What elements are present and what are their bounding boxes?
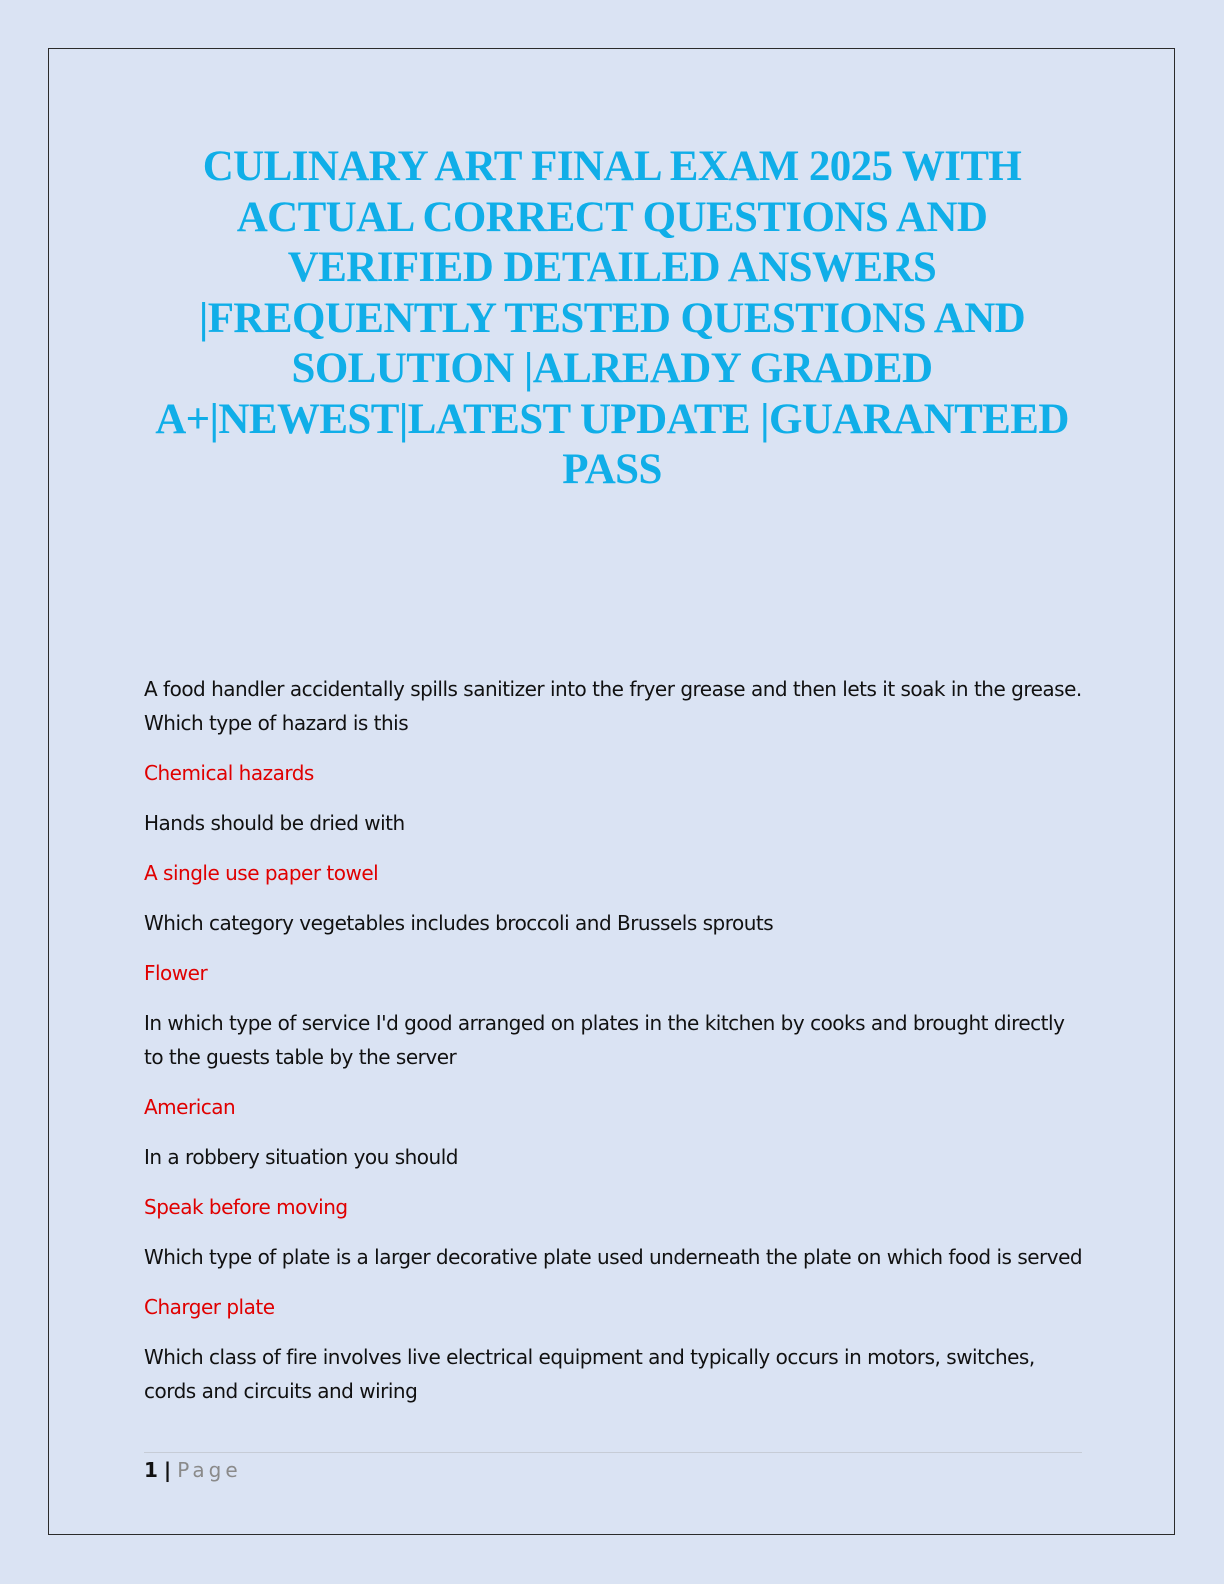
answer-text: Flower: [144, 961, 208, 985]
title-line: ACTUAL CORRECT QUESTIONS AND: [236, 193, 988, 241]
qa-list: [144, 672, 1089, 1424]
answer-text: Charger plate: [144, 1295, 275, 1319]
question-text: Hands should be dried with: [144, 811, 405, 835]
answer-text: Chemical hazards: [144, 761, 314, 785]
question-text: In which type of service I'd good arranged on plates in the kitchen by cooks and brought directly to the guests table by the server: [144, 1011, 1065, 1069]
footer-divider: [144, 1452, 1082, 1453]
question-text: Which type of plate is a larger decorative plate used underneath the plate on which food is served: [144, 1245, 1083, 1269]
answer-text: American: [144, 1095, 236, 1119]
title-line: SOLUTION |ALREADY GRADED: [291, 345, 933, 392]
question-text: A food handler accidentally spills sanitizer into the fryer grease and then lets it soak in the grease. Which type of hazard is this: [144, 677, 1082, 735]
title-line: VERIFIED DETAILED ANSWERS: [287, 244, 937, 291]
answer-text: A single use paper towel: [144, 861, 379, 885]
page-label: Page: [177, 1458, 242, 1482]
question-text: Which class of fire involves live electrical equipment and typically occurs in motors, switches, cords and circuits and wiring: [144, 1345, 1035, 1403]
page-number: 1: [144, 1458, 158, 1482]
title-line: CULINARY ART FINAL EXAM 2025 WITH: [202, 143, 1022, 190]
answer-text: Speak before moving: [144, 1195, 348, 1219]
document-title: [130, 142, 1094, 496]
title-line: PASS: [562, 446, 662, 493]
title-line: |FREQUENTLY TESTED QUESTIONS AND: [198, 294, 1026, 342]
question-text: Which category vegetables includes broccoli and Brussels sprouts: [144, 911, 774, 935]
page-footer: [144, 1456, 242, 1484]
footer-separator: |: [163, 1458, 172, 1482]
title-line: A+|NEWEST|LATEST UPDATE |GUARANTEED: [155, 395, 1069, 443]
question-text: In a robbery situation you should: [144, 1145, 458, 1169]
